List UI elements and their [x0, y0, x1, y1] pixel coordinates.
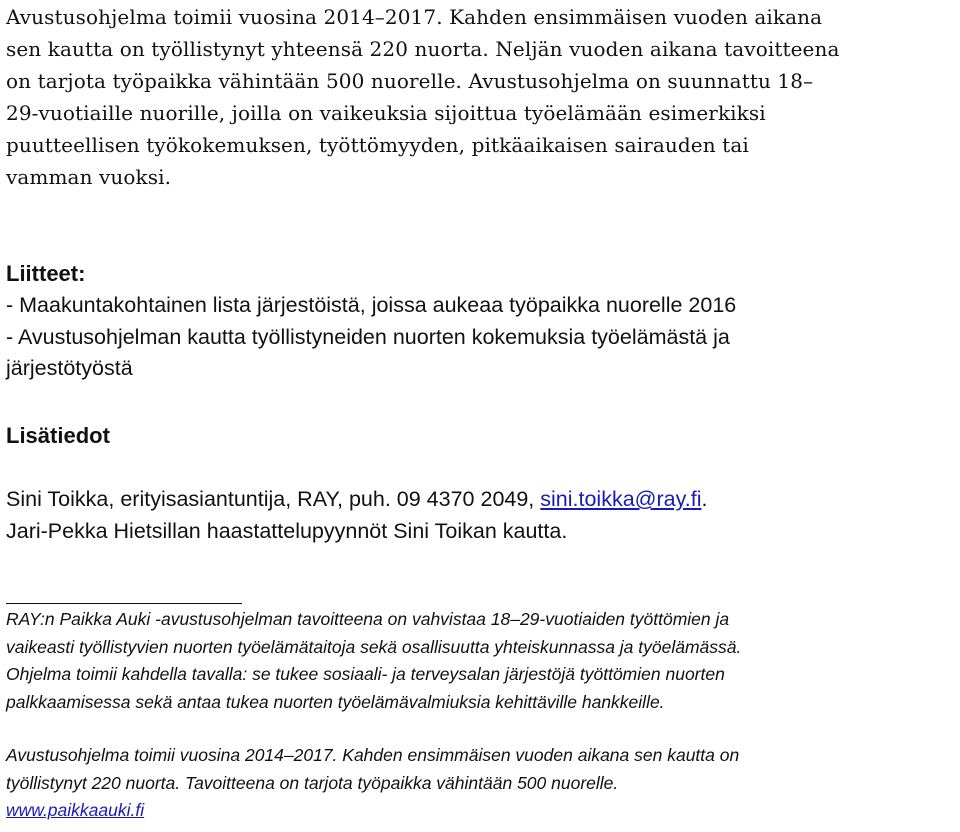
interview-line: Jari-Pekka Hietsillan haastattelupyynnöt Sini Toikan kautta.	[6, 518, 568, 543]
attachments-list	[6, 290, 736, 385]
footnote-line: työllistynyt 220 nuorta. Tavoitteena on tarjota työpaikka vähintään 500 nuorelle.	[6, 772, 619, 793]
contact-text: Sini Toikka, erityisasiantuntija, RAY, puh. 09 4370 2049,	[6, 487, 541, 511]
attachment-item-continued: järjestötyöstä	[6, 356, 133, 380]
footnote-line: vaikeasti työllistyvien nuorten työelämätaitoja sekä osallisuutta yhteiskunnassa ja työelämässä.	[6, 636, 742, 657]
more-info-heading: Lisätiedot	[6, 423, 110, 448]
website-link[interactable]: www.paikkaauki.fi	[6, 800, 145, 820]
contact-line	[6, 484, 707, 516]
intro-line: vamman vuoksi.	[6, 165, 172, 189]
intro-line: 29-vuotiaille nuorille, joilla on vaikeuksia sijoittua työelämään esimerkiksi	[6, 101, 766, 125]
intro-paragraph	[6, 0, 956, 193]
footnote-line: Ohjelma toimii kahdella tavalla: se tukee sosiaali- ja terveysalan järjestöjä työttömien nuorten	[6, 664, 725, 684]
footnote-paragraph	[6, 606, 741, 716]
attachments-heading: Liitteet:	[6, 261, 86, 286]
footnote-divider	[6, 603, 242, 604]
attachment-item: - Maakuntakohtainen lista järjestöistä, joissa aukeaa työpaikka nuorelle 2016	[6, 293, 737, 317]
footnote-line: Avustusohjelma toimii vuosina 2014–2017. Kahden ensimmäisen vuoden aikana sen kautta on	[6, 745, 740, 765]
contact-suffix: .	[701, 487, 708, 511]
footnote-paragraph	[6, 742, 739, 825]
email-link[interactable]: sini.toikka@ray.fi	[540, 487, 702, 511]
footnote-line: palkkaamisessa sekä antaa tukea nuorten työelämävalmiuksia kehittäville hankkeille.	[6, 691, 665, 712]
footnote-line: RAY:n Paikka Auki -avustusohjelman tavoitteena on vahvistaa 18–29-vuotiaiden työttömien ja	[6, 609, 730, 629]
document-page	[6, 0, 956, 820]
intro-line: sen kautta on työllistynyt yhteensä 220 nuorta. Neljän vuoden aikana tavoitteena	[6, 37, 840, 61]
intro-line: puutteellisen työkokemuksen, työttömyyden, pitkäaikaisen sairauden tai	[6, 133, 749, 157]
intro-line: on tarjota työpaikka vähintään 500 nuorelle. Avustusohjelma on suunnattu 18–	[6, 69, 814, 93]
intro-line: Avustusohjelma toimii vuosina 2014–2017. Kahden ensimmäisen vuoden aikana	[6, 5, 823, 29]
attachment-item: - Avustusohjelman kautta työllistyneiden nuorten kokemuksia työelämästä ja	[6, 324, 730, 349]
contact-info	[6, 484, 707, 547]
footnote-line	[6, 797, 739, 825]
